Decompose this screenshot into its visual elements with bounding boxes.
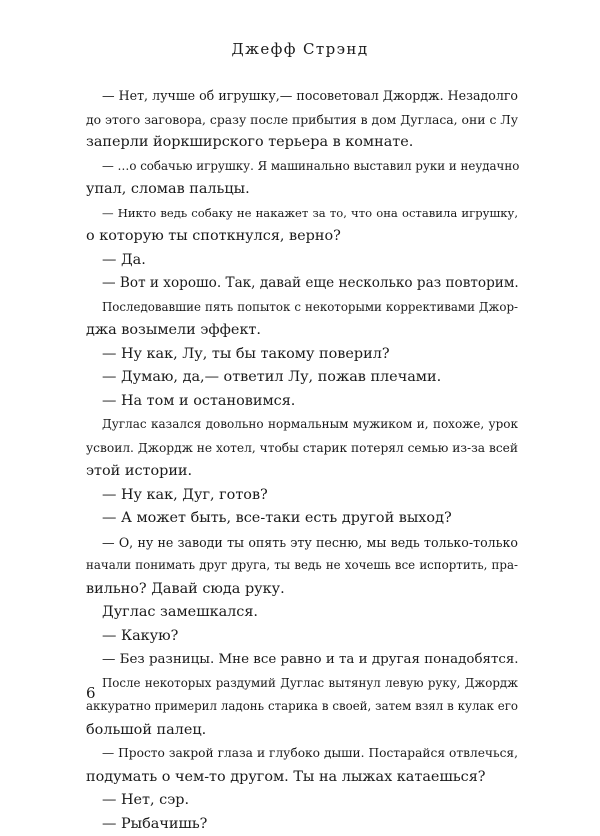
text-line: — Без разницы. Мне все равно и та и другая понадобятся. xyxy=(86,648,518,672)
text-line: — Думаю, да,— ответил Лу, пожав плечами. xyxy=(86,366,518,390)
text-line: — Ну как, Лу, ты бы такому поверил? xyxy=(86,343,518,367)
text-line: После некоторых раздумий Дуглас вытянул левую руку, Джордж xyxy=(86,672,518,696)
text-line: — Никто ведь собаку не накажет за то, что она оставила игрушку, xyxy=(86,202,518,226)
text-line: Дуглас замешкался. xyxy=(86,601,518,625)
text-line: усвоил. Джордж не хотел, чтобы старик потерял семью из-за всей xyxy=(86,437,518,461)
page-number: 6 xyxy=(86,684,96,702)
text-line: подумать о чем-то другом. Ты на лыжах катаешься? xyxy=(86,766,518,790)
running-head-author: Джефф Стрэнд xyxy=(0,40,600,58)
text-line: — Просто закрой глаза и глубоко дыши. Постарайся отвлечься, xyxy=(86,742,518,766)
text-line: Дуглас казался довольно нормальным мужиком и, похоже, урок xyxy=(86,413,518,437)
text-line: — Вот и хорошо. Так, давай еще несколько раз повторим. xyxy=(86,272,518,296)
text-line: — Какую? xyxy=(86,625,518,649)
text-line: упал, сломав пальцы. xyxy=(86,178,518,202)
text-line: вильно? Давай сюда руку. xyxy=(86,578,518,602)
text-line: — Нет, лучше об игрушку,— посоветовал Джордж. Незадолго xyxy=(86,84,518,108)
text-line: — …о собачью игрушку. Я машинально выставил руки и неудачно xyxy=(86,155,518,179)
text-line: этой истории. xyxy=(86,460,518,484)
text-line: до этого заговора, сразу после прибытия в дом Дугласа, они с Лу xyxy=(86,108,518,132)
text-line: — Нет, сэр. xyxy=(86,789,518,813)
text-line: — А может быть, все-таки есть другой выход? xyxy=(86,507,518,531)
text-line: Последовавшие пять попыток с некоторыми коррективами Джор- xyxy=(86,296,518,320)
text-line: большой палец. xyxy=(86,719,518,743)
text-line: — Да. xyxy=(86,249,518,273)
text-line: — О, ну не заводи ты опять эту песню, мы ведь только-только xyxy=(86,531,518,555)
text-line: о которую ты споткнулся, верно? xyxy=(86,225,518,249)
text-line: начали понимать друг друга, ты ведь не хочешь все испортить, пра- xyxy=(86,554,518,578)
text-line: — На том и остановимся. xyxy=(86,390,518,414)
text-line: заперли йоркширского терьера в комнате. xyxy=(86,131,518,155)
text-line: — Ну как, Дуг, готов? xyxy=(86,484,518,508)
text-line: джа возымели эффект. xyxy=(86,319,518,343)
text-line: — Рыбачишь? xyxy=(86,813,518,836)
text-line: аккуратно примерил ладонь старика в своей, затем взял в кулак его xyxy=(86,695,518,719)
body-text xyxy=(86,84,518,836)
